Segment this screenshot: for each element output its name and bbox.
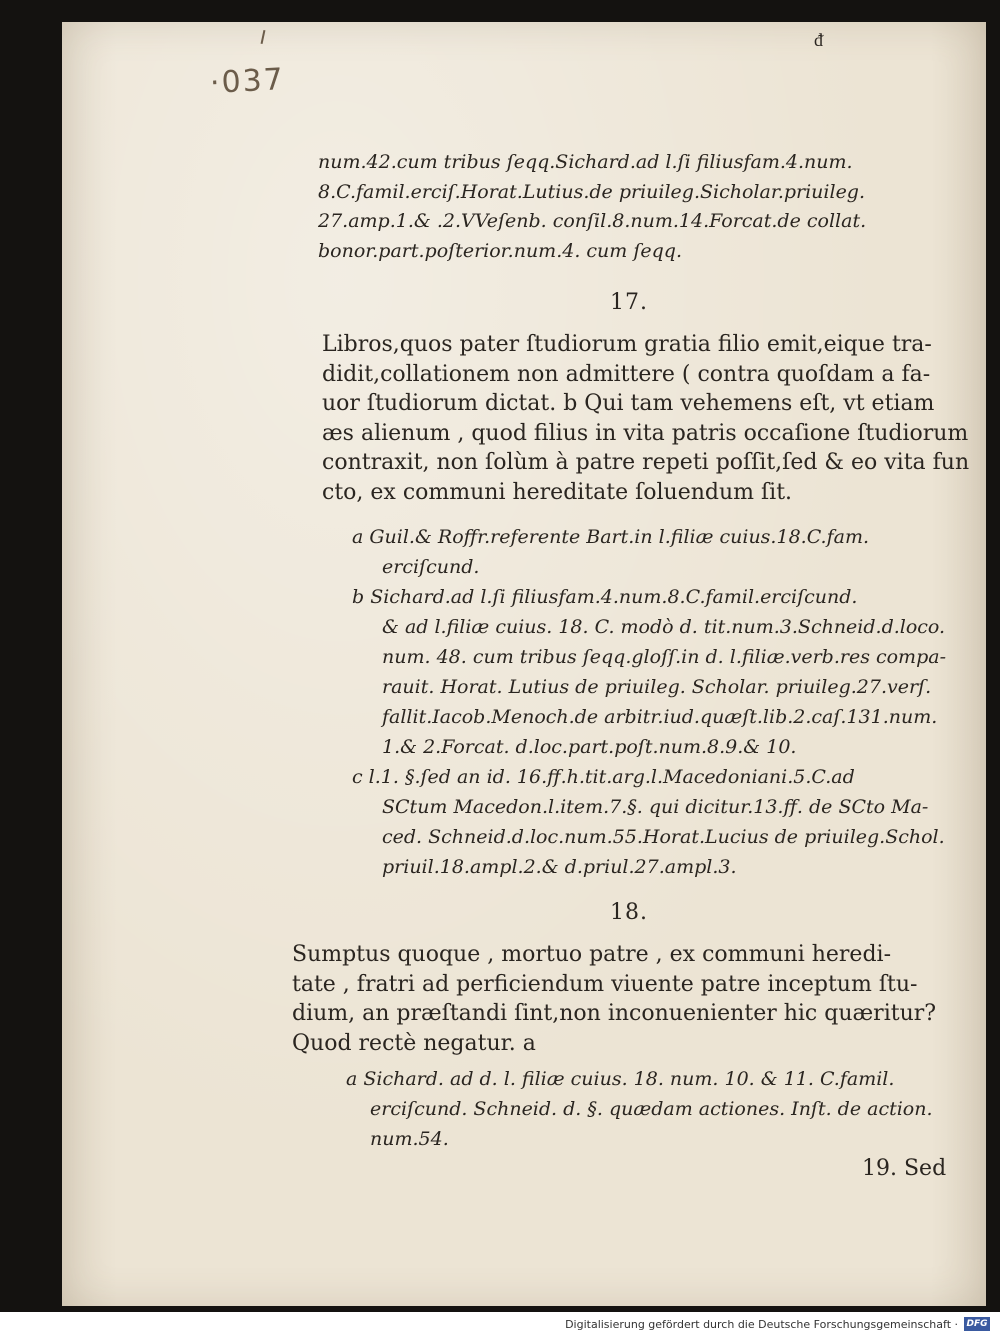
- section-17-body: [322, 330, 970, 507]
- note-line: c l.1. §.ſed an id. 16.ff.h.tit.arg.l.Macedoniani.5.C.ad: [352, 766, 855, 788]
- note-line: fallit.Iacob.Menoch.de arbitr.iud.quæſt.lib.2.caſ.131.num.: [382, 706, 938, 728]
- body-line: Quod rectè negatur. a: [292, 1030, 536, 1056]
- note-line: a Guil.& Roffr.referente Bart.in l.filiæ cuius.18.C.fam.: [352, 526, 870, 548]
- corner-ink-mark: ᵭ: [814, 30, 823, 51]
- section-17-notes: [352, 522, 946, 882]
- section-number-18: 18.: [610, 900, 648, 925]
- continuation-line: 27.amp.1.& .2.VVeſenb. conſil.8.num.14.Forcat.de collat.: [318, 210, 867, 232]
- continuation-block: [318, 148, 948, 266]
- note-line: num.54.: [370, 1128, 449, 1150]
- note-line: 1.& 2.Forcat. d.loc.part.poſt.num.8.9.& 10.: [382, 736, 797, 758]
- body-line: cto, ex communi hereditate ſoluendum ſit.: [322, 479, 793, 505]
- note-line: SCtum Macedon.l.item.7.§. qui dicitur.13.ff. de SCto Ma-: [382, 796, 929, 818]
- section-18-body: [292, 940, 937, 1058]
- body-line: Libros,quos pater ſtudiorum gratia filio emit,eique tra-: [322, 332, 932, 357]
- note-line: erciſcund. Schneid. d. §. quædam actiones. Inſt. de action.: [370, 1098, 933, 1120]
- note-line: erciſcund.: [382, 556, 480, 578]
- section-18-notes: [346, 1064, 936, 1154]
- continuation-line: bonor.part.poſterior.num.4. cum ſeqq.: [318, 239, 682, 262]
- body-line: tate , fratri ad perficiendum viuente patre inceptum ſtu-: [292, 971, 918, 997]
- body-line: uor ſtudiorum dictat. b Qui tam vehemens eſt, vt etiam: [322, 391, 935, 416]
- catchword: 19. Sed: [862, 1156, 947, 1181]
- note-line: num. 48. cum tribus ſeqq.gloſſ.in d. l.filiæ.verb.res compa-: [382, 646, 946, 668]
- note-line: priuil.18.ampl.2.& d.priul.27.ampl.3.: [382, 856, 737, 878]
- dfg-logo: DFG: [964, 1317, 990, 1331]
- body-line: contraxit, non ſolùm à patre repeti poſſit,ſed & eo vita fun: [322, 450, 970, 475]
- note-line: b Sichard.ad l.ſi filiusfam.4.num.8.C.famil.erciſcund.: [352, 586, 858, 608]
- folio-pencil-annotation: ·037: [209, 62, 286, 101]
- body-line: dium, an præſtandi ſint,non inconuenienter hic quæritur?: [292, 1001, 937, 1026]
- body-line: didit,collationem non admittere ( contra quoſdam a fa-: [322, 361, 931, 387]
- note-line: a Sichard. ad d. l. filiæ cuius. 18. num. 10. & 11. C.famil.: [346, 1068, 895, 1090]
- continuation-line: num.42.cum tribus ſeqq.Sichard.ad l.ſi filiusfam.4.num.: [318, 151, 853, 173]
- note-line: ced. Schneid.d.loc.num.55.Horat.Lucius de priuileg.Schol.: [382, 826, 945, 848]
- footer-credit: Digitalisierung gefördert durch die Deutsche Forschungsgemeinschaft ·: [565, 1318, 958, 1331]
- body-line: æs alienum , quod filius in vita patris occaſione ſtudiorum: [322, 420, 969, 446]
- section-number-17: 17.: [610, 290, 648, 315]
- note-line: & ad l.filiæ cuius. 18. C. modò d. tit.num.3.Schneid.d.loco.: [382, 616, 946, 638]
- body-line: Sumptus quoque , mortuo patre , ex communi heredi-: [292, 942, 892, 967]
- continuation-line: 8.C.famil.erciſ.Horat.Lutius.de priuileg.Sicholar.priuileg.: [318, 180, 866, 203]
- note-line: rauit. Horat. Lutius de priuileg. Scholar. priuileg.27.verſ.: [382, 676, 932, 698]
